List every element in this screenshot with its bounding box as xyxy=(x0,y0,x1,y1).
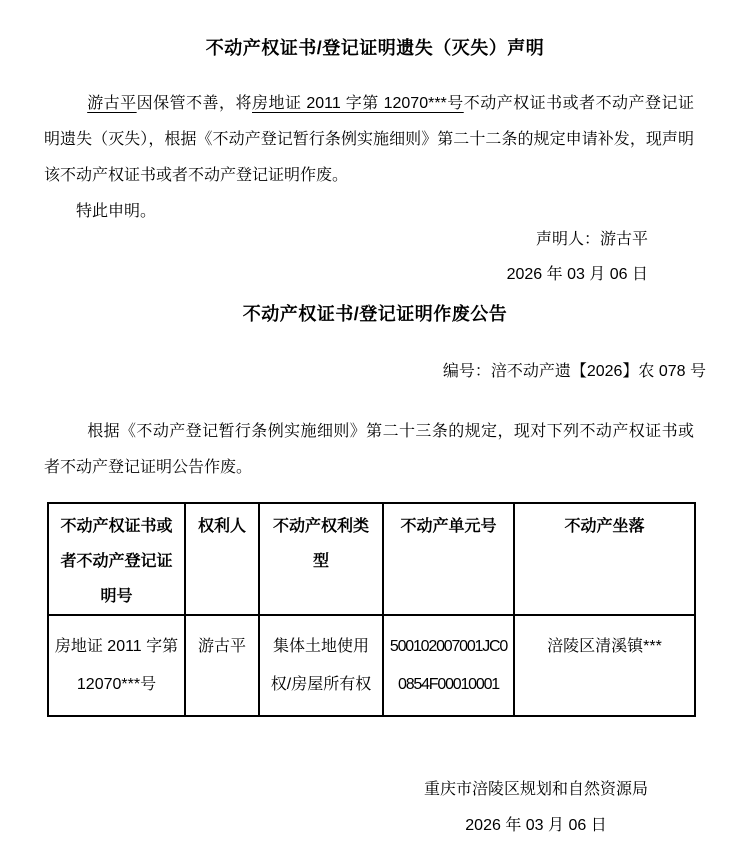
declarant-line: 声明人：游古平 xyxy=(535,231,648,248)
issuer-signature-inner xyxy=(424,772,648,844)
table-row xyxy=(48,615,695,716)
holder-name: 游古平 xyxy=(87,95,137,112)
notice-paragraph: 根据《不动产登记暂行条例实施细则》第二十三条的规定，现对下列不动产权证书或者不动产登记证明公告作废。 xyxy=(44,423,694,476)
table-header-row xyxy=(48,503,695,615)
notice-reference-number: 编号：涪不动产遗【2026】农 078 号 xyxy=(442,363,706,380)
declaration-closing: 特此申明。 xyxy=(76,203,157,220)
header-certificate-number: 不动产权证书或者不动产登记证明号 xyxy=(48,503,185,615)
cell-certificate-number: 房地证 2011 字第 12070***号 xyxy=(48,615,185,716)
header-rights-holder: 权利人 xyxy=(185,503,259,615)
header-unit-number: 不动产单元号 xyxy=(383,503,514,615)
cell-property-location: 涪陵区清溪镇*** xyxy=(514,615,695,716)
cell-right-type: 集体土地使用权/房屋所有权 xyxy=(259,615,383,716)
issuer-name: 重庆市涪陵区规划和自然资源局 xyxy=(423,781,648,798)
certificate-number: 房地证 2011 字第 12070***号 xyxy=(252,95,464,112)
cell-rights-holder: 游古平 xyxy=(185,615,259,716)
header-property-location: 不动产坐落 xyxy=(514,503,695,615)
cell-unit-number: 500102007001JC00854F00010001 xyxy=(383,615,514,716)
declaration-paragraph-rest: 不动产权证书或者不动产登记证明遗失（灭失），根据《不动产登记暂行条例实施细则》第二十二条的规定申请补发，现声明该不动产权证书或者不动产登记证明作废。 xyxy=(44,95,694,184)
declaration-signature-block xyxy=(44,222,706,292)
declaration-date: 2026 年 03 月 06 日 xyxy=(506,266,648,283)
declaration-paragraph xyxy=(44,86,706,194)
declaration-title: 不动产权证书/登记证明遗失（灭失）声明 xyxy=(205,38,545,58)
issuer-signature-block xyxy=(44,772,706,844)
revocation-table xyxy=(47,502,696,717)
notice-date: 2026 年 03 月 06 日 xyxy=(465,817,607,834)
declaration-paragraph-middle: 因保管不善，将 xyxy=(136,95,253,112)
notice-title: 不动产权证书/登记证明作废公告 xyxy=(242,304,508,324)
header-right-type: 不动产权利类型 xyxy=(259,503,383,615)
